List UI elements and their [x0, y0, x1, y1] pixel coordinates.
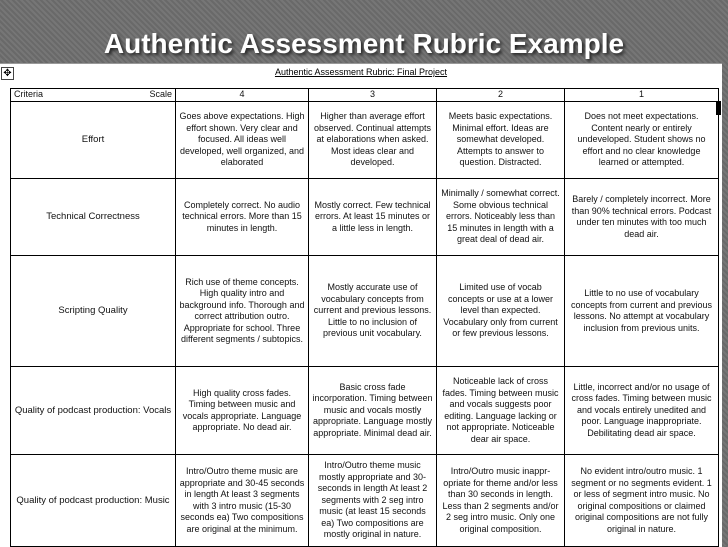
score-header-1: 1: [565, 89, 719, 102]
score-header-3: 3: [309, 89, 437, 102]
criteria-scale-header: [11, 89, 176, 102]
header-row: [11, 89, 719, 102]
score-4-cell: Completely correct. No audio technical errors. More than 15 minutes in length.: [176, 179, 309, 256]
criteria-header: Criteria: [14, 89, 44, 100]
rubric-row-effort: [11, 102, 719, 179]
score-4-cell: Intro/Outro theme music are appropriate and 30-45 seconds in length At least 3 segments with 3 intro music (15-30 seconds ea) Two compositions are original at the minimum.: [176, 455, 309, 547]
criteria-cell: Scripting Quality: [11, 256, 176, 367]
rubric-row-music: [11, 455, 719, 547]
score-2-cell: Noticeable lack of cross fades. Timing between music and vocals suggests poor editing. Language lacking or not appropriate. Noticeable dear air space.: [437, 367, 565, 455]
score-4-cell: Rich use of theme concepts. High quality intro and background info. Thorough and correct attribution outro. Appropriate for school. Three different segments / subtopics.: [176, 256, 309, 367]
slide-title: Authentic Assessment Rubric Example: [103, 28, 625, 59]
score-1-cell: Does not meet expectations. Content nearly or entirely undeveloped. Student shows no effort and no clear knowledge learned or attempted.: [565, 102, 719, 179]
score-2-cell: Meets basic expectations. Minimal effort. Ideas are somewhat developed. Attempts to answer to question. Distracted.: [437, 102, 565, 179]
score-3-cell: Mostly accurate use of vocabulary concepts from current and previous lessons. Little to no inclusion of previous unit vocabulary.: [309, 256, 437, 367]
score-1-cell: Little to no use of vocabulary concepts from current and previous lessons. No attempt at vocabulary inclusion from previous units.: [565, 256, 719, 367]
scale-header: Scale: [149, 89, 172, 100]
rubric-row-vocals: [11, 367, 719, 455]
score-2-cell: Intro/Outro music inappr-opriate for theme and/or less than 30 seconds in length. Less than 2 segments and/or 2 seg intro music. Only one original composition.: [437, 455, 565, 547]
score-3-cell: Basic cross fade incorporation. Timing between music and vocals mostly appropriate. Language mostly appropriate. Minimal dead air.: [309, 367, 437, 455]
score-3-cell: Mostly correct. Few technical errors. At least 15 minutes or a little less in length.: [309, 179, 437, 256]
criteria-cell: Effort: [11, 102, 176, 179]
rubric-row-scripting-quality: [11, 256, 719, 367]
score-2-cell: Minimally / somewhat correct. Some obvious technical errors. Noticeably less than 15 minutes in length with a great deal of dead air.: [437, 179, 565, 256]
score-header-2: 2: [437, 89, 565, 102]
criteria-cell: Quality of podcast production: Vocals: [11, 367, 176, 455]
table-move-handle-icon[interactable]: ✥: [1, 67, 14, 80]
criteria-cell: Technical Correctness: [11, 179, 176, 256]
document-page: [0, 63, 722, 547]
document-title: Authentic Assessment Rubric: Final Project: [274, 67, 448, 77]
score-3-cell: Higher than average effort observed. Continual attempts at elaborations when asked. Most ideas clear and developed.: [309, 102, 437, 179]
score-2-cell: Limited use of vocab concepts or use at a lower level than expected. Vocabulary only from current or few previous lessons.: [437, 256, 565, 367]
score-1-cell: Little, incorrect and/or no usage of cross fades. Timing between music and vocals entirely unedited and poor. Language inappropriate. Debilitating dead air space.: [565, 367, 719, 455]
score-4-cell: High quality cross fades. Timing between music and vocals appropriate. Language appropriate. No dead air.: [176, 367, 309, 455]
text-cursor-marker: [716, 101, 721, 115]
score-header-4: 4: [176, 89, 309, 102]
rubric-table: [10, 88, 719, 547]
score-1-cell: Barely / completely incorrect. More than 90% technical errors. Podcast under ten minutes with too much dead air.: [565, 179, 719, 256]
criteria-cell: Quality of podcast production: Music: [11, 455, 176, 547]
score-3-cell: Intro/Outro theme music mostly appropriate and 30-seconds in length At least 2 segments with 2 seg intro music (at least 15 seconds ea) Two compositions are mostly original in nature.: [309, 455, 437, 547]
score-1-cell: No evident intro/outro music. 1 segment or no segments evident. 1 or less of segment intro music. No original compositions or claimed original compositions are not fully original in nature.: [565, 455, 719, 547]
rubric-row-technical-correctness: [11, 179, 719, 256]
score-4-cell: Goes above expectations. High effort shown. Very clear and focused. All ideas well developed, well organized, and elaborated: [176, 102, 309, 179]
